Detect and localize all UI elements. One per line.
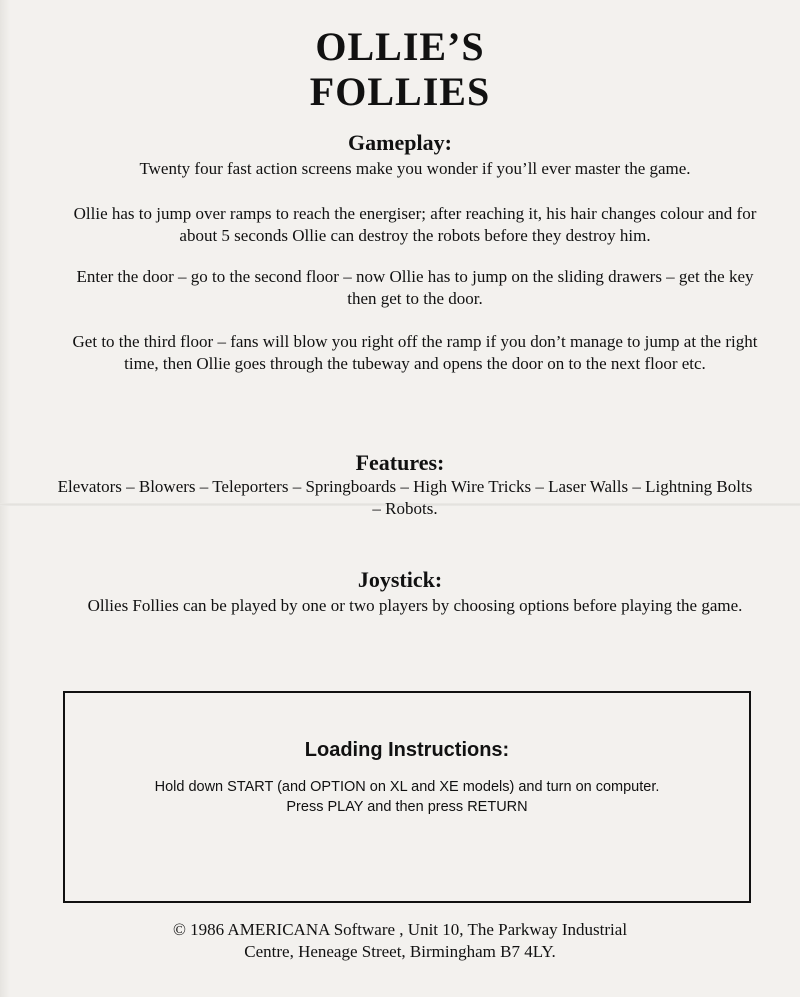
title-line-2: FOLLIES <box>309 69 491 114</box>
footer-line-1: © 1986 AMERICANA Software , Unit 10, The Parkway Industrial <box>172 920 628 939</box>
joystick-text: Ollies Follies can be played by one or two players by choosing options before playing the game. <box>87 596 743 615</box>
gameplay-heading: Gameplay: <box>348 130 452 155</box>
loading-text <box>65 777 749 817</box>
gameplay-paragraph-3: Enter the door – go to the second floor – now Ollie has to jump on the sliding drawers – get the key then get to the door. <box>76 267 754 308</box>
gameplay-paragraph-1: Twenty four fast action screens make you wonder if you’ll ever master the game. <box>139 159 691 178</box>
title-line-1: OLLIE’S <box>315 24 485 69</box>
loading-line-2: Press PLAY and then press RETURN <box>286 799 528 815</box>
features-list: Elevators – Blowers – Teleporters – Springboards – High Wire Tricks – Laser Walls – Lightning Bolts – Robots. <box>57 477 753 518</box>
gameplay-paragraph-2: Ollie has to jump over ramps to reach the energiser; after reaching it, his hair changes colour and for about 5 seconds Ollie can destroy the robots before they destroy him. <box>73 204 757 245</box>
game-title <box>0 24 800 114</box>
joystick-heading: Joystick: <box>357 567 443 592</box>
gameplay-paragraph-4: Get to the third floor – fans will blow you right off the ramp if you don’t manage to jump at the right time, then Ollie goes through the tubeway and opens the door on to the next floor etc. <box>72 332 758 373</box>
loading-line-1: Hold down START (and OPTION on XL and XE models) and turn on computer. <box>154 779 660 795</box>
loading-instructions-box <box>63 691 751 903</box>
footer-line-2: Centre, Heneage Street, Birmingham B7 4LY. <box>244 942 556 961</box>
features-heading: Features: <box>355 450 445 475</box>
copyright-footer <box>100 919 700 963</box>
loading-heading: Loading Instructions: <box>304 739 510 761</box>
